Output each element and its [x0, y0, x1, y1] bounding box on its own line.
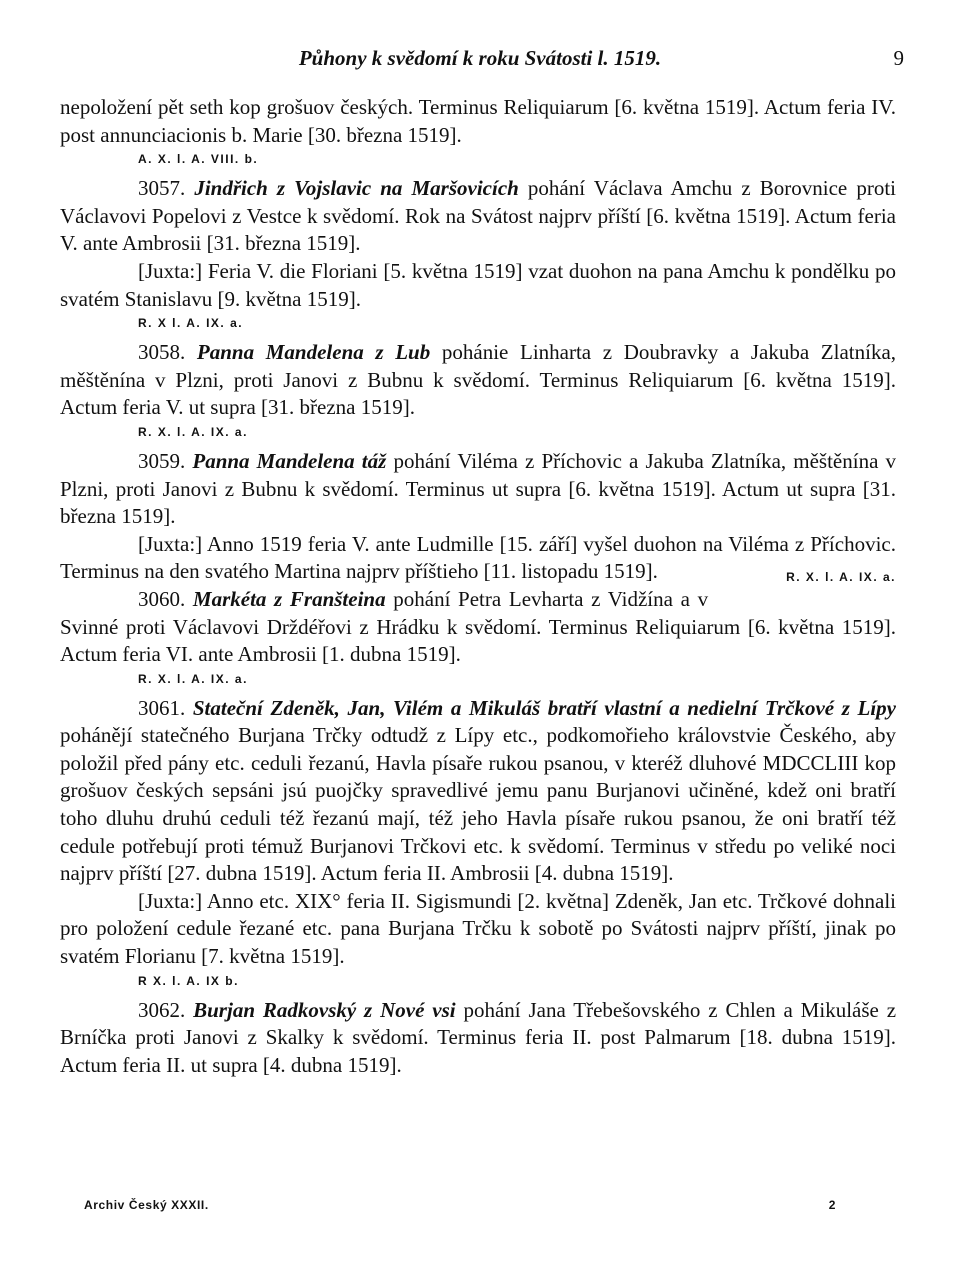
footer-signature-mark: 2: [828, 1198, 836, 1212]
body-text: [60, 94, 896, 1079]
entry-text: pohánie Linharta z Doubravky a Jakuba Zlatníka, měštěnína v Plzni, proti Janovi z Bubnu k svědomí. Terminus Reliquiarum [6. května 1519]. Actum feria V. ut supra [31. března 1519].: [60, 340, 897, 420]
page-footer: [84, 1198, 836, 1220]
entry-3059: [60, 448, 896, 531]
entry-3058: [60, 339, 896, 422]
entry-text: pohání Petra Levharta z Vidžína a v Svinné proti Václavovi Drždéřovi z Hrádku k svědomí. Terminus Reliquiarum [6. května 1519]. Actum feria VI. ante Ambrosii [1. dubna 1519].: [60, 586, 896, 667]
entry-party-name: Panna Mandelena táž: [192, 448, 387, 473]
entry-text: pohání Jana Třebešovského z Chlen a Mikuláše z Brníčka proti Janovi z Skalky k svědomí. Terminus feria II. post Palmarum [18. dubna 1519]. Actum feria II. ut supra [4. dubna 1519].: [60, 997, 897, 1077]
entry-party-name: Burjan Radkovský z Nové vsi: [193, 997, 456, 1022]
entry-juxta-note: [Juxta:] Anno etc. XIX° feria II. Sigismundi [2. května] Zdeněk, Jan etc. Trčkové dohnali pro položení cedule řezané etc. pana Burjana Trčku k sobotě po Svátosti najprv příští, jinak po svatém Florianu [7. května 1519].: [60, 888, 896, 969]
entry-number: 3059.: [138, 448, 186, 473]
entry-party-name: Markéta z Franšteina: [192, 586, 386, 611]
entry-party-name: Stateční Zdeněk, Jan, Vilém a Mikuláš bratří vlastní a nedielní Trčkové z Lípy: [192, 695, 897, 720]
running-head: [60, 46, 904, 76]
entry-text: pohání Viléma z Příchovic a Jakuba Zlatníka, měštěnína v Plzni, proti Janovi z Bubnu k svědomí. Terminus ut supra [6. května 1519]. Actum ut supra [31. března 1519].: [60, 448, 897, 529]
archive-signature: R. X. l. A. IX. a.: [138, 424, 248, 439]
page-number: 9: [893, 46, 904, 70]
entry-3062: [60, 997, 896, 1080]
archive-signature: R. X. l. A. IX. a.: [786, 570, 896, 585]
entry-text: pohání Václava Amchu z Borovnice proti Václavovi Popelovi z Vestce k svědomí. Rok na Svátost najprv příští [6. května 1519]. Actum feria V. ante Ambrosii [31. března 1519].: [60, 176, 896, 256]
entry-number: 3058.: [138, 340, 186, 365]
entry-text: pohánějí statečného Burjana Trčky odtudž z Lípy etc., podkomořieho královstvie Českého, aby položil před pány etc. ceduli řezanú, Havla písaře rukou psanou, v kteréž dluhové MDCCLIII kop grošuov českých sepsáni jsú puojčky spravedlivé jemu panu Burjanovi učiněné, kdež oni bratří toho dluhu druhú ceduli též řezanú mají, též jeho Havla písaře rukou psanou, že oni bratří též cedule potřebují proti témuž Burjanovi Trčkovi etc. k svědomí. Terminus v středu po veliké noci najprv příští [27. dubna 1519]. Actum feria II. Ambrosii [4. dubna 1519].: [60, 723, 896, 886]
running-title: Půhony k svědomí k roku Svátosti l. 1519.: [298, 46, 662, 70]
entry-3057: [60, 175, 896, 258]
entry-number: 3057.: [138, 176, 186, 201]
entry-number: 3062.: [138, 997, 186, 1022]
archive-signature: R. X l. A. IX. a.: [138, 316, 244, 331]
entry-number: 3060.: [138, 586, 186, 611]
continued-paragraph: nepoložení pět seth kop grošuov českých. Terminus Reliquiarum [6. května 1519]. Actum feria IV. post annunciacionis b. Marie [30. března 1519].: [60, 95, 896, 147]
entry-party-name: Jindřich z Vojslavic na Maršovicích: [194, 176, 519, 201]
entry-3060: [60, 586, 896, 669]
entry-juxta-note: [Juxta:] Anno 1519 feria V. ante Ludmille [15. září] vyšel duohon na Viléma z Příchovic. Terminus na den svatého Martina najprv příštieho [11. listopadu 1519]. R. X. l. A. IX. a.: [60, 531, 896, 586]
entry-3061: [60, 695, 896, 888]
footer-source: Archiv Český XXXII.: [84, 1198, 209, 1212]
archive-signature: A. X. l. A. VIII. b.: [138, 152, 259, 167]
archive-signature: R X. l. A. IX b.: [138, 973, 239, 988]
entry-juxta-note: [Juxta:] Feria V. die Floriani [5. května 1519] vzat duohon na pana Amchu k pondělku po svatém Stanislavu [9. května 1519].: [60, 258, 896, 311]
entry-party-name: Panna Mandelena z Lub: [196, 340, 431, 365]
archive-signature: R. X. l. A. IX. a.: [138, 671, 248, 686]
entry-number: 3061.: [138, 695, 186, 720]
